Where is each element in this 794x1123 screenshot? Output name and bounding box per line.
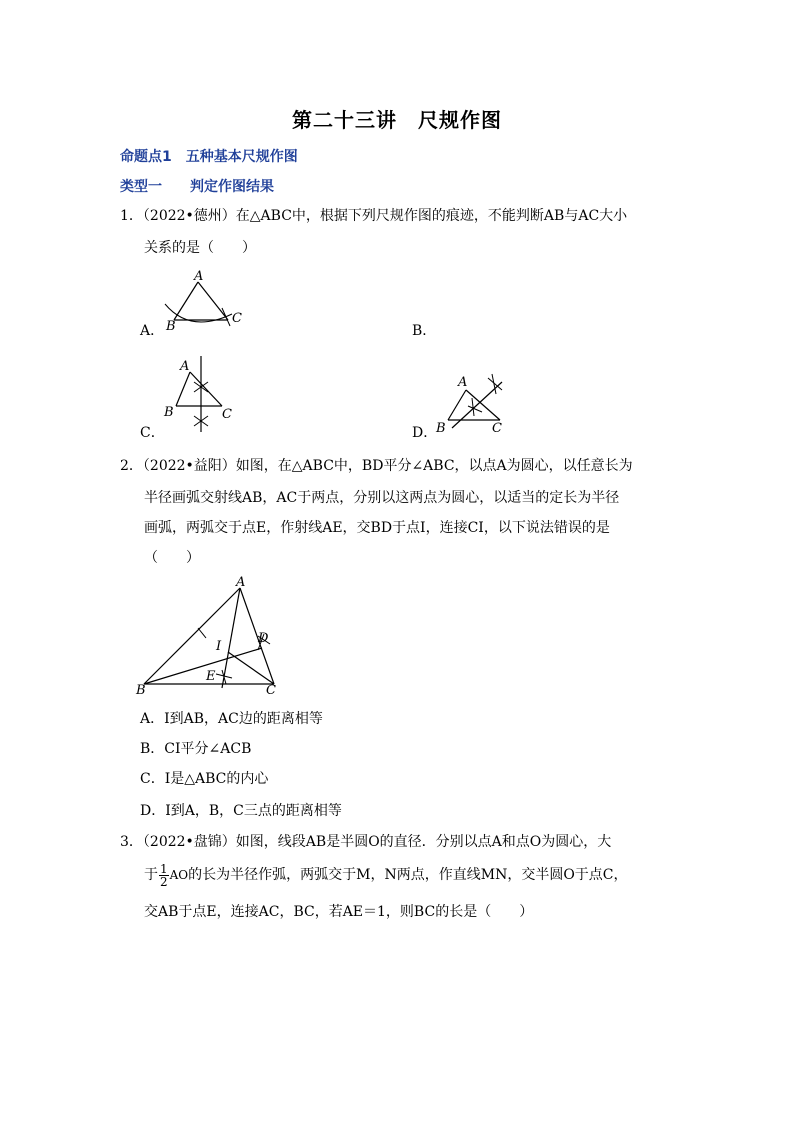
q2-label-e: E xyxy=(206,669,216,684)
section-heading: 命题点1 五种基本尺规作图 xyxy=(120,149,298,165)
q1-figure-a xyxy=(160,268,260,338)
q2-figure xyxy=(132,574,292,696)
q1-a-label-c: C xyxy=(232,311,242,326)
q2-line4: （ ） xyxy=(144,550,200,566)
q1-a-label-b: B xyxy=(166,319,176,334)
type-heading: 类型一 判定作图结果 xyxy=(120,179,274,195)
q1-figure-c xyxy=(160,352,250,438)
q2-label-i: I xyxy=(216,639,222,654)
q3-frac-denominator: 2 xyxy=(160,874,168,889)
q2-label-c: C xyxy=(266,683,276,696)
q2-label-a: A xyxy=(236,575,246,590)
q2-label-d: D xyxy=(258,631,269,646)
q3-line2-prefix: 于 xyxy=(144,867,158,883)
q2-line2: 半径画弧交射线AB，AC于两点，分别以这两点为圆心，以适当的定长为半径 xyxy=(144,490,620,506)
q2-label-b: B xyxy=(136,683,146,696)
q1-option-a[interactable]: A． xyxy=(140,323,165,339)
q1-line1: 1．（2022•德州）在△ABC中，根据下列尺规作图的痕迹，不能判断AB与AC大小 xyxy=(120,208,628,224)
q1-option-d[interactable]: D． xyxy=(412,425,438,441)
q2-option-d[interactable]: D．I到A，B，C三点的距离相等 xyxy=(140,803,342,819)
q1-c-label-a: A xyxy=(180,359,190,374)
q3-line3: 交AB于点E，连接AC，BC，若AE＝1，则BC的长是（ ） xyxy=(144,904,534,920)
q1-d-label-c: C xyxy=(492,421,502,436)
q2-option-c[interactable]: C．I是△ABC的内心 xyxy=(140,771,269,787)
q2-line3: 画弧，两弧交于点E，作射线AE，交BD于点I，连接CI，以下说法错误的是 xyxy=(144,520,610,536)
q3-frac-variable: AO xyxy=(169,868,189,882)
q1-option-b[interactable]: B． xyxy=(412,323,437,339)
q1-a-tick xyxy=(222,308,230,326)
q2-option-b[interactable]: B．CI平分∠ACB xyxy=(140,741,252,757)
q1-line2: 关系的是（ ） xyxy=(144,240,256,256)
q1-option-c[interactable]: C． xyxy=(140,425,165,441)
q3-line2-suffix: 的长为半径作弧，两弧交于M，N两点，作直线MN，交半圆O于点C， xyxy=(188,867,628,883)
q1-a-triangle xyxy=(174,282,228,320)
q3-fraction xyxy=(159,863,169,888)
q2-segment-ci xyxy=(228,652,274,684)
q1-c-label-c: C xyxy=(222,407,232,422)
q2-line1: 2．（2022•益阳）如图，在△ABC中，BD平分∠ABC，以点A为圆心，以任意长为 xyxy=(120,458,633,474)
q1-c-label-b: B xyxy=(164,405,174,420)
q1-figure-d xyxy=(432,370,522,436)
q1-d-label-a: A xyxy=(458,375,468,390)
q2-option-a[interactable]: A．I到AB，AC边的距离相等 xyxy=(140,711,323,727)
q1-a-label-a: A xyxy=(194,269,204,284)
q3-line1: 3．（2022•盘锦）如图，线段AB是半圆O的直径．分别以点A和点O为圆心，大 xyxy=(120,834,612,850)
q1-d-label-b: B xyxy=(436,421,446,436)
q3-frac-numerator: 1 xyxy=(160,861,168,876)
page-title: 第二十三讲 尺规作图 xyxy=(292,108,502,132)
q3-line2 xyxy=(144,862,628,888)
